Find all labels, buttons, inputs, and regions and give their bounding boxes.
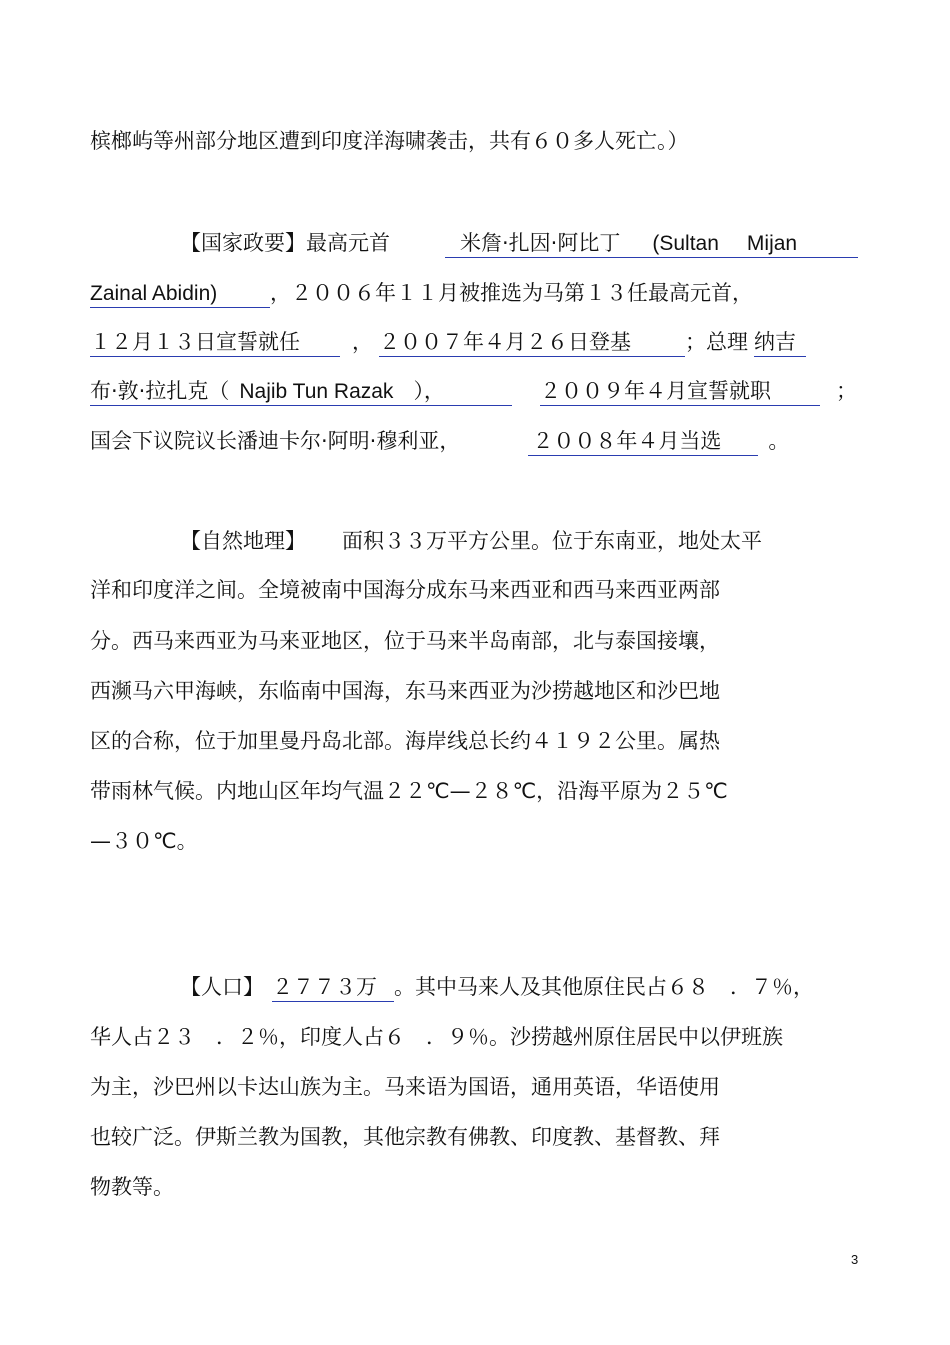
pm-name-en: Najib Tun Razak: [239, 380, 394, 403]
monarch-name-en: (Sultan: [652, 232, 719, 255]
monarch-name-en: Mijan: [746, 232, 798, 255]
speaker-elected-date: ２００８年４月当选: [532, 429, 722, 453]
politics-heading: 【国家政要】最高元首: [180, 231, 390, 255]
page-number: 3: [851, 1252, 859, 1267]
body-line: 分。西马来西亚为马来亚地区，位于马来半岛南部，北与泰国接壤，: [90, 629, 720, 653]
enthroned-date: ２００７年４月２６日登基: [379, 329, 685, 357]
monarch-name-en: Zainal Abidin): [90, 280, 270, 308]
body-text: ；总理: [685, 330, 748, 354]
body-line: 也较广泛。伊斯兰教为国教，其他宗教有佛教、印度教、基督教、拜: [90, 1125, 720, 1149]
pm-name-cn: 纳吉: [754, 329, 806, 357]
monarch-name-line: [445, 228, 858, 258]
body-line: 槟榔屿等州部分地区遭到印度洋海啸袭击，共有６０多人死亡。）: [90, 129, 689, 153]
body-text: ），: [413, 379, 445, 403]
body-line: 为主，沙巴州以卡达山族为主。马来语为国语，通用英语，华语使用: [90, 1075, 720, 1099]
body-text: 。: [768, 429, 790, 453]
body-line: 西濒马六甲海峡，东临南中国海，东马来西亚为沙捞越地区和沙巴地: [90, 679, 720, 703]
body-line: 带雨林气候。内地山区年均气温２２℃—２８℃，沿海平原为２５℃: [90, 779, 728, 803]
body-text: 面积３３万平方公里。位于东南亚，地处太平: [342, 529, 762, 553]
body-line: 物教等。: [90, 1175, 174, 1199]
speaker-text: 国会下议院议长潘迪卡尔·阿明·穆利亚，: [90, 429, 461, 453]
body-line: 区的合称，位于加里曼丹岛北部。海岸线总长约４１９２公里。属热: [90, 729, 720, 753]
monarch-name-cn: 米詹·扎因·阿比丁: [460, 231, 621, 255]
body-line: [90, 327, 806, 357]
body-line: [90, 376, 857, 406]
pm-name-cn: 布·敦·拉扎克（: [90, 379, 230, 403]
body-text: 。其中马来人及其他原住民占６８ ．７％，: [394, 975, 814, 999]
body-line: —３０℃。: [90, 829, 198, 853]
body-line: [90, 426, 789, 456]
body-text: ，２００６年１１月被推选为马第１３任最高元首，: [270, 281, 753, 305]
geography-heading: 【自然地理】: [180, 529, 306, 553]
body-text: ；: [836, 379, 857, 403]
population-value: ２７７３万: [272, 974, 394, 1002]
sworn-date: １２月１３日宣誓就任: [90, 329, 340, 357]
population-heading: 【人口】: [180, 975, 264, 999]
pm-sworn-date: ２００９年４月宣誓就职: [540, 378, 820, 406]
body-line: [180, 972, 814, 1002]
body-line: [90, 278, 753, 308]
body-line: 华人占２３ ．２％，印度人占６ ．９％。沙捞越州原住居民中以伊班族: [90, 1025, 783, 1049]
body-line: [180, 526, 762, 556]
body-text: ，: [352, 330, 373, 354]
body-line: 洋和印度洋之间。全境被南中国海分成东马来西亚和西马来西亚两部: [90, 578, 720, 602]
